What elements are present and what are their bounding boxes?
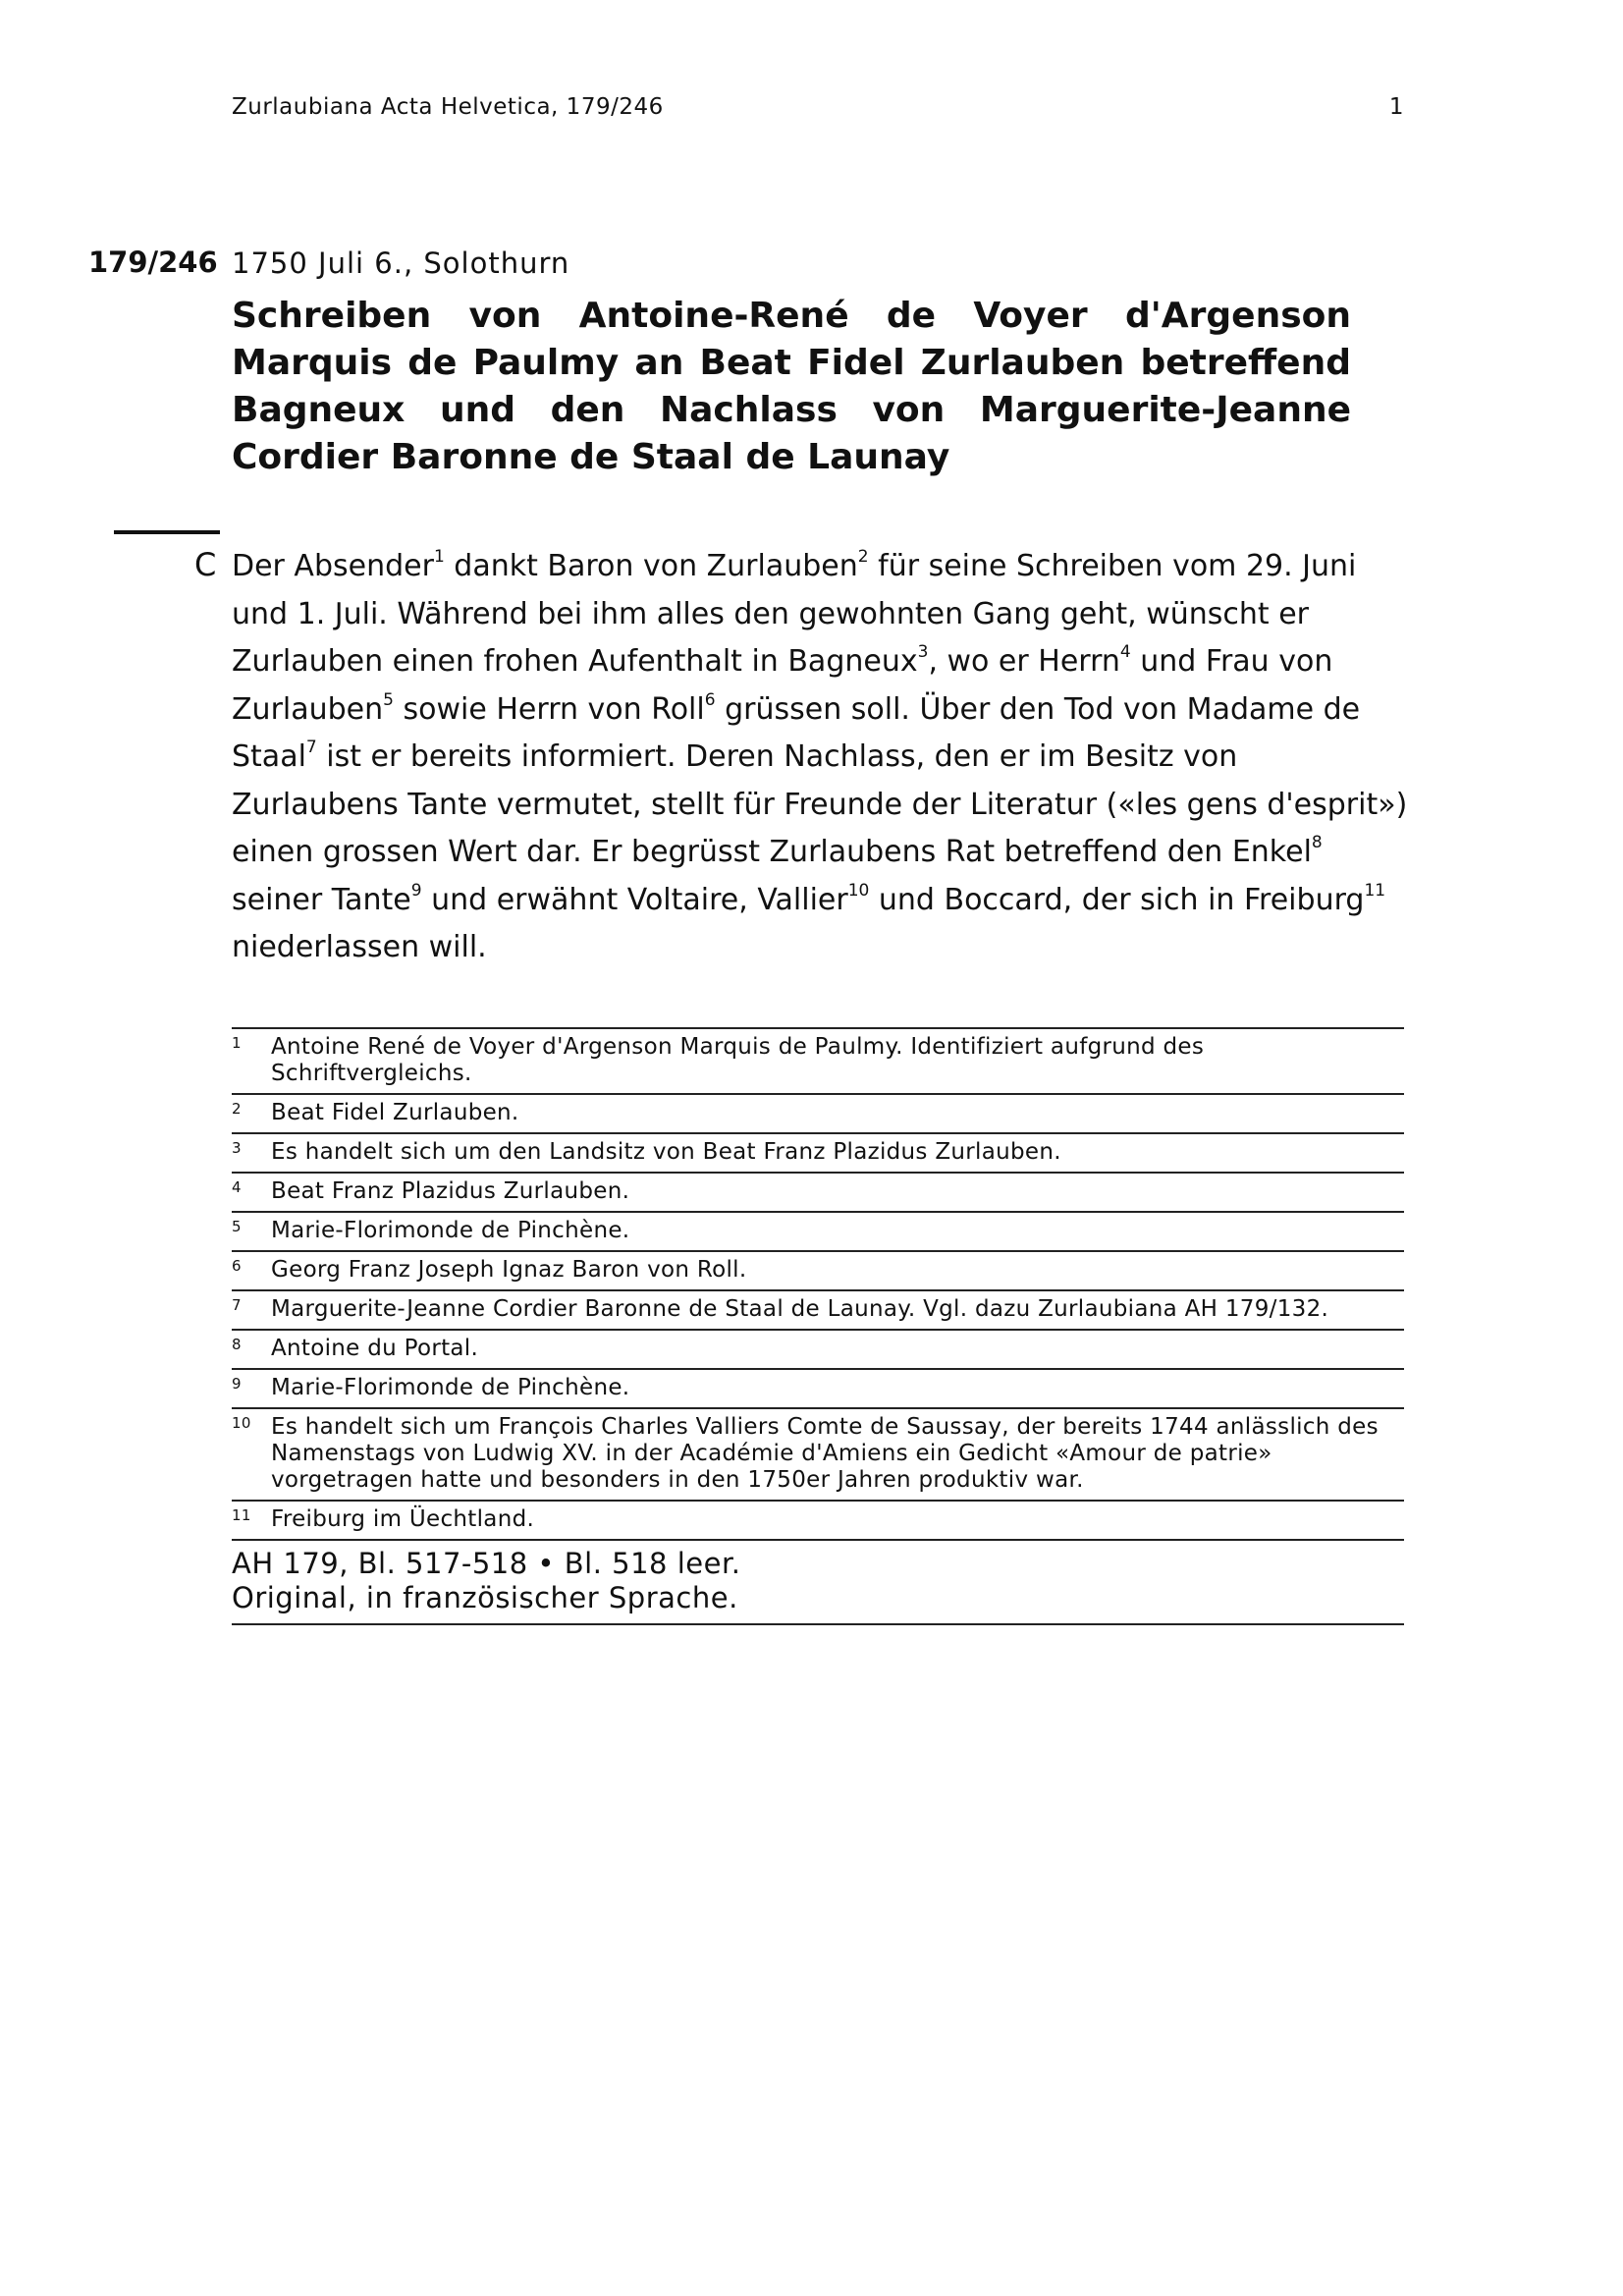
footnote-number: 3 bbox=[232, 1139, 242, 1157]
classification-letter: C bbox=[194, 546, 217, 583]
footnote-ref[interactable]: 8 bbox=[1311, 833, 1323, 852]
summary-segment: grüssen soll. Über den Tod von Madame de Staal bbox=[232, 691, 1361, 774]
footnote-text: Antoine du Portal. bbox=[271, 1336, 479, 1361]
footnote-text: Beat Franz Plazidus Zurlauben. bbox=[271, 1178, 630, 1204]
footnote-number: 8 bbox=[232, 1336, 242, 1353]
footnote-number: 9 bbox=[232, 1375, 242, 1393]
document-number: 179/246 bbox=[88, 246, 218, 279]
summary-segment: und Frau von Zurlauben bbox=[232, 644, 1333, 727]
footnote bbox=[232, 1289, 1404, 1329]
section-rule bbox=[114, 530, 220, 534]
footnote-text: Antoine René de Voyer d'Argenson Marquis de Paulmy. Identifiziert aufgrund des Schriftvergleichs. bbox=[271, 1034, 1205, 1086]
footnote bbox=[232, 1093, 1404, 1132]
footnote-text: Marguerite-Jeanne Cordier Baronne de Staal de Launay. Vgl. dazu Zurlaubiana AH 179/132. bbox=[271, 1296, 1329, 1322]
source-note bbox=[232, 1539, 1404, 1625]
summary-segment: für seine Schreiben vom 29. Juni und 1. Juli. Während bei ihm alles den gewohnten Gang geht, wünscht er Zurlauben einen frohen Aufenthalt in Bagneux bbox=[232, 549, 1357, 679]
footnote-ref[interactable]: 9 bbox=[410, 880, 422, 901]
footnote-text: Es handelt sich um François Charles Valliers Comte de Saussay, der bereits 1744 anlässlich des Namenstags von Ludwig XV. in der Académie d'Amiens ein Gedicht «Amour de patrie» vorgetragen hatte und besonders in den 1750er Jahren produktiv war. bbox=[271, 1414, 1379, 1493]
footnote bbox=[232, 1211, 1404, 1250]
footnote-ref[interactable]: 6 bbox=[704, 689, 716, 710]
footnote bbox=[232, 1132, 1404, 1172]
footnote bbox=[232, 1368, 1404, 1407]
summary-segment: sowie Herrn von Roll bbox=[393, 691, 705, 727]
footnote-text: Marie-Florimonde de Pinchène. bbox=[271, 1218, 630, 1243]
summary-segment: seiner Tante bbox=[232, 882, 411, 917]
footnote-ref[interactable]: 11 bbox=[1364, 880, 1386, 901]
document-title: Schreiben von Antoine-René de Voyer d'Argenson Marquis de Paulmy an Beat Fidel Zurlauben betreffend Bagneux und den Nachlass von Marguerite-Jeanne Cordier Baronne de Staal de Launay bbox=[232, 296, 1351, 477]
footnote-number: 7 bbox=[232, 1296, 242, 1314]
footnote-ref[interactable]: 3 bbox=[917, 642, 929, 662]
running-head-title: Zurlaubiana Acta Helvetica, 179/246 bbox=[232, 94, 664, 120]
footnote bbox=[232, 1407, 1404, 1500]
footnote bbox=[232, 1172, 1404, 1211]
footnote-text: Marie-Florimonde de Pinchène. bbox=[271, 1375, 630, 1400]
summary-segment: und Boccard, der sich in Freiburg bbox=[869, 882, 1365, 917]
footnote bbox=[232, 1250, 1404, 1289]
footnote-text: Freiburg im Üechtland. bbox=[271, 1506, 535, 1532]
footnote-number: 4 bbox=[232, 1178, 242, 1196]
footnote-text: Beat Fidel Zurlauben. bbox=[271, 1100, 519, 1125]
summary-segment: , wo er Herrn bbox=[928, 644, 1120, 679]
footnote-number: 5 bbox=[232, 1218, 242, 1235]
footnote-ref[interactable]: 7 bbox=[305, 738, 317, 757]
footnote bbox=[232, 1500, 1404, 1539]
footnote bbox=[232, 1027, 1404, 1093]
page-number: 1 bbox=[1388, 94, 1404, 120]
summary-segment: dankt Baron von Zurlauben bbox=[444, 549, 858, 583]
footnote-text: Es handelt sich um den Landsitz von Beat Franz Plazidus Zurlauben. bbox=[271, 1139, 1061, 1165]
summary-segment: und erwähnt Voltaire, Vallier bbox=[421, 882, 848, 917]
document-date-place: 1750 Juli 6., Solothurn bbox=[232, 246, 570, 280]
footnote bbox=[232, 1329, 1404, 1368]
footnote-ref[interactable]: 4 bbox=[1119, 642, 1131, 662]
footnote-number: 1 bbox=[232, 1034, 242, 1052]
footnote-ref[interactable]: 1 bbox=[433, 547, 445, 567]
summary-text bbox=[232, 543, 1410, 972]
summary-segment: Der Absender bbox=[232, 549, 434, 583]
footnotes-section bbox=[232, 1027, 1404, 1625]
source-line-language: Original, in französischer Sprache. bbox=[232, 1581, 738, 1614]
running-head bbox=[232, 94, 1404, 120]
summary-segment: niederlassen will. bbox=[232, 930, 487, 964]
summary-segment: ist er bereits informiert. Deren Nachlass, den er im Besitz von Zurlaubens Tante vermutet, stellt für Freunde der Literatur («les gens d'esprit») einen grossen Wert dar. Er begrüsst Zurlaubens Rat betreffend den Enkel bbox=[232, 739, 1408, 869]
footnote-number: 6 bbox=[232, 1257, 242, 1275]
footnote-text: Georg Franz Joseph Ignaz Baron von Roll. bbox=[271, 1257, 747, 1283]
footnote-number: 11 bbox=[232, 1506, 251, 1524]
source-line-shelfmark: AH 179, Bl. 517-518 • Bl. 518 leer. bbox=[232, 1547, 741, 1580]
footnote-number: 10 bbox=[232, 1414, 251, 1432]
footnote-ref[interactable]: 2 bbox=[857, 547, 869, 567]
footnote-ref[interactable]: 5 bbox=[383, 689, 394, 710]
footnote-ref[interactable]: 10 bbox=[847, 880, 870, 901]
footnote-number: 2 bbox=[232, 1100, 242, 1118]
